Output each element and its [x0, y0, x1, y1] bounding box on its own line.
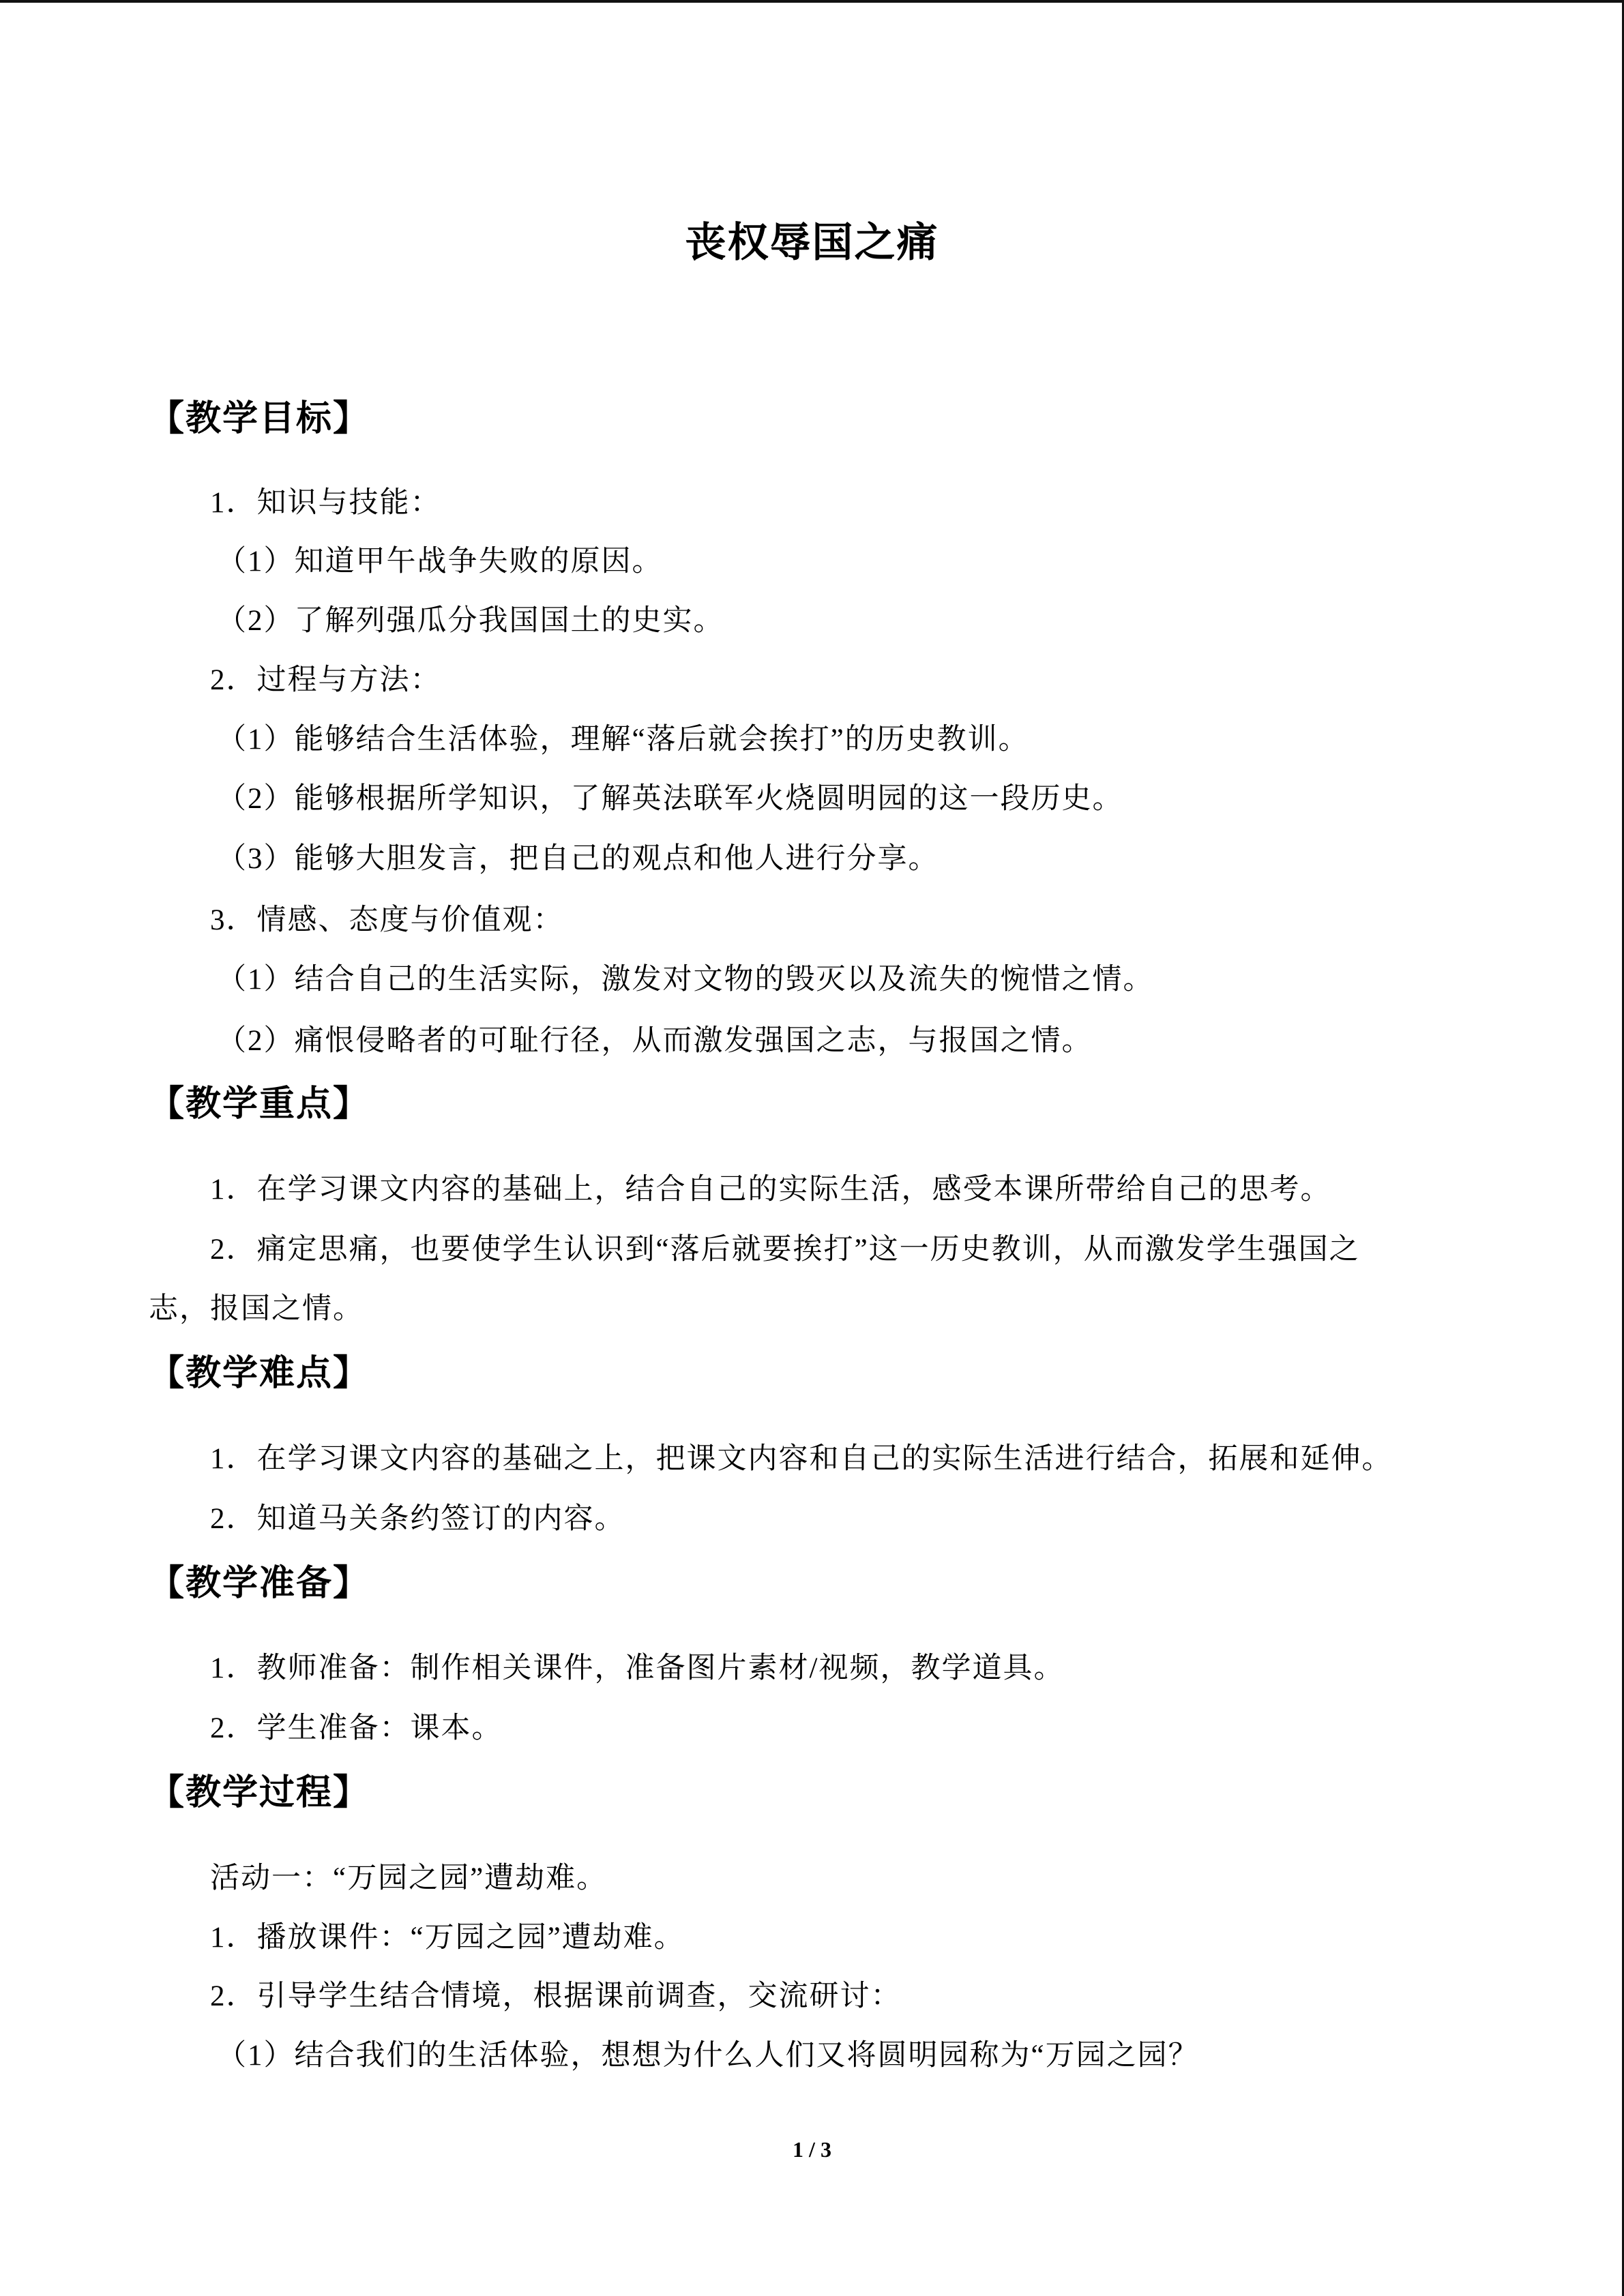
- list-item: 1．在学习课文内容的基础上，结合自己的实际生活，感受本课所带给自己的思考。: [210, 1174, 1331, 1206]
- list-item: 1．播放课件：“万园之园”遭劫难。: [210, 1922, 685, 1954]
- list-item: （1）结合我们的生活体验，想想为什么人们又将圆明园称为“万园之园？: [217, 2040, 1199, 2072]
- list-item: 2．学生准备：课本。: [210, 1712, 503, 1744]
- section-heading: 【教学重点】: [149, 1085, 370, 1124]
- section-heading: 【教学过程】: [149, 1774, 370, 1813]
- list-item: （2）能够根据所学知识，了解英法联军火烧圆明园的这一段历史。: [217, 783, 1123, 815]
- list-item: （1）知道甲午战争失败的原因。: [217, 546, 663, 578]
- list-item: 1．知识与技能：: [210, 487, 441, 519]
- list-item: 1．在学习课文内容的基础之上，把课文内容和自己的实际生活进行结合，拓展和延伸。: [210, 1443, 1393, 1475]
- list-item: （2）了解列强瓜分我国国土的史实。: [217, 605, 724, 637]
- section-heading: 【教学目标】: [149, 400, 370, 438]
- document-title: 丧权辱国之痛: [685, 220, 939, 265]
- list-item: 活动一：“万园之园”遭劫难。: [210, 1862, 608, 1894]
- list-item: 1．教师准备：制作相关课件，准备图片素材/视频，教学道具。: [210, 1652, 1065, 1684]
- list-item: 2．痛定思痛，也要使学生认识到“落后就要挨打”这一历史教训，从而激发学生强国之: [210, 1234, 1360, 1266]
- section-heading: 【教学准备】: [149, 1564, 370, 1603]
- list-item: （1）结合自己的生活实际，激发对文物的毁灭以及流失的惋惜之情。: [217, 964, 1154, 996]
- list-item: 3．情感、态度与价值观：: [210, 904, 564, 936]
- list-item: （1）能够结合生活体验，理解“落后就会挨打”的历史教训。: [217, 724, 1029, 756]
- page-border-top: [0, 0, 1624, 3]
- list-item: 2．知道马关条约签订的内容。: [210, 1503, 625, 1535]
- section-heading: 【教学难点】: [149, 1354, 370, 1393]
- list-item: （2）痛恨侵略者的可耻行径，从而激发强国之志，与报国之情。: [217, 1025, 1093, 1057]
- list-item-continuation: 志，报国之情。: [149, 1293, 364, 1325]
- list-item: 2．过程与方法：: [210, 664, 441, 696]
- page-number: 1 / 3: [793, 2137, 831, 2162]
- list-item: 2．引导学生结合情境，根据课前调查，交流研讨：: [210, 1980, 902, 2012]
- list-item: （3）能够大胆发言，把自己的观点和他人进行分享。: [217, 843, 939, 875]
